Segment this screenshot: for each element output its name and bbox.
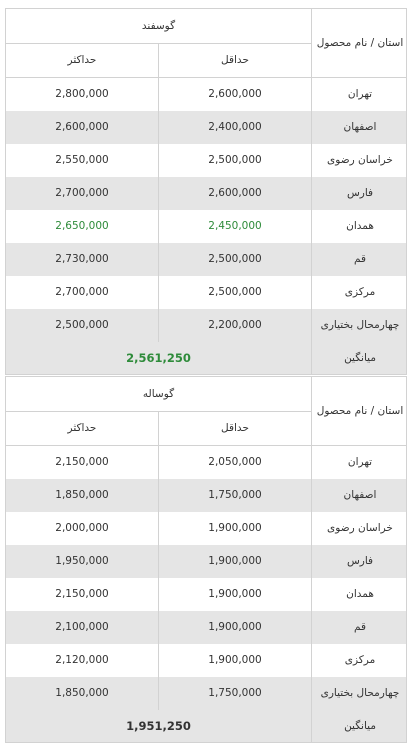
min-price-cell: 2,500,000	[159, 276, 312, 309]
table-row	[6, 677, 406, 710]
max-price-cell: 2,800,000	[6, 78, 159, 111]
price-table-sheep	[5, 8, 407, 375]
table-row	[6, 111, 406, 144]
product-name-header: گوساله	[6, 377, 312, 412]
max-price-cell: 2,100,000	[6, 611, 159, 644]
table-row	[6, 611, 406, 644]
table-row	[6, 78, 406, 111]
max-price-cell: 2,120,000	[6, 644, 159, 677]
min-price-cell: 2,500,000	[159, 243, 312, 276]
min-price-cell: 1,900,000	[159, 644, 312, 677]
price-table-calf	[5, 376, 407, 743]
min-price-cell: 1,750,000	[159, 677, 312, 710]
table-row	[6, 512, 406, 545]
max-column-header: حداکثر	[6, 412, 159, 445]
table-header	[6, 9, 406, 78]
max-price-cell: 2,700,000	[6, 177, 159, 210]
table-row	[6, 243, 406, 276]
max-price-cell: 1,850,000	[6, 479, 159, 512]
province-cell: همدان	[346, 220, 374, 232]
max-price-cell: 2,000,000	[6, 512, 159, 545]
province-cell: مرکزی	[344, 286, 376, 298]
max-price-cell: 2,600,000	[6, 111, 159, 144]
min-price-cell: 2,200,000	[159, 309, 312, 342]
average-value: 2,561,250	[6, 342, 312, 374]
product-name-header: گوسفند	[6, 9, 312, 44]
max-column-header: حداکثر	[6, 44, 159, 77]
min-price-cell: 2,500,000	[159, 144, 312, 177]
table-row	[6, 644, 406, 677]
province-cell: خراسان رضوی	[327, 154, 393, 166]
average-label: میانگین	[344, 720, 376, 732]
average-value: 1,951,250	[6, 710, 312, 742]
table-row	[6, 276, 406, 309]
max-price-cell: 2,150,000	[6, 578, 159, 611]
table-row	[6, 309, 406, 342]
table-row	[6, 144, 406, 177]
province-column-header: استان / نام محصول	[316, 37, 404, 49]
min-price-cell: 2,450,000	[159, 210, 312, 243]
min-price-cell: 1,900,000	[159, 578, 312, 611]
province-cell: فارس	[346, 555, 374, 567]
min-price-cell: 2,400,000	[159, 111, 312, 144]
province-cell: اصفهان	[343, 121, 377, 133]
province-cell: قم	[353, 253, 366, 265]
table-row	[6, 578, 406, 611]
min-price-cell: 1,900,000	[159, 611, 312, 644]
min-price-cell: 2,600,000	[159, 177, 312, 210]
min-price-cell: 1,900,000	[159, 545, 312, 578]
average-row	[6, 710, 406, 742]
province-cell: تهران	[347, 456, 373, 468]
table-row	[6, 479, 406, 512]
table-row	[6, 545, 406, 578]
min-price-cell: 1,900,000	[159, 512, 312, 545]
max-price-cell: 1,950,000	[6, 545, 159, 578]
table-row-highlighted	[6, 210, 406, 243]
province-cell: تهران	[347, 88, 373, 100]
average-row	[6, 342, 406, 374]
province-cell: چهارمحال بختیاری	[320, 319, 400, 331]
min-column-header: حداقل	[159, 44, 312, 77]
table-row	[6, 446, 406, 479]
min-column-header: حداقل	[159, 412, 312, 445]
max-price-cell: 1,850,000	[6, 677, 159, 710]
table-row	[6, 177, 406, 210]
min-price-cell: 1,750,000	[159, 479, 312, 512]
average-label: میانگین	[344, 352, 376, 364]
min-price-cell: 2,600,000	[159, 78, 312, 111]
province-cell: خراسان رضوی	[327, 522, 393, 534]
max-price-cell: 2,150,000	[6, 446, 159, 479]
province-column-header: استان / نام محصول	[316, 405, 404, 417]
min-price-cell: 2,050,000	[159, 446, 312, 479]
province-cell: فارس	[346, 187, 374, 199]
province-cell: قم	[353, 621, 366, 633]
province-cell: اصفهان	[343, 489, 377, 501]
max-price-cell: 2,550,000	[6, 144, 159, 177]
province-cell: مرکزی	[344, 654, 376, 666]
province-cell: همدان	[346, 588, 374, 600]
max-price-cell: 2,650,000	[6, 210, 159, 243]
max-price-cell: 2,500,000	[6, 309, 159, 342]
table-header	[6, 377, 406, 446]
max-price-cell: 2,730,000	[6, 243, 159, 276]
province-cell: چهارمحال بختیاری	[320, 687, 400, 699]
max-price-cell: 2,700,000	[6, 276, 159, 309]
